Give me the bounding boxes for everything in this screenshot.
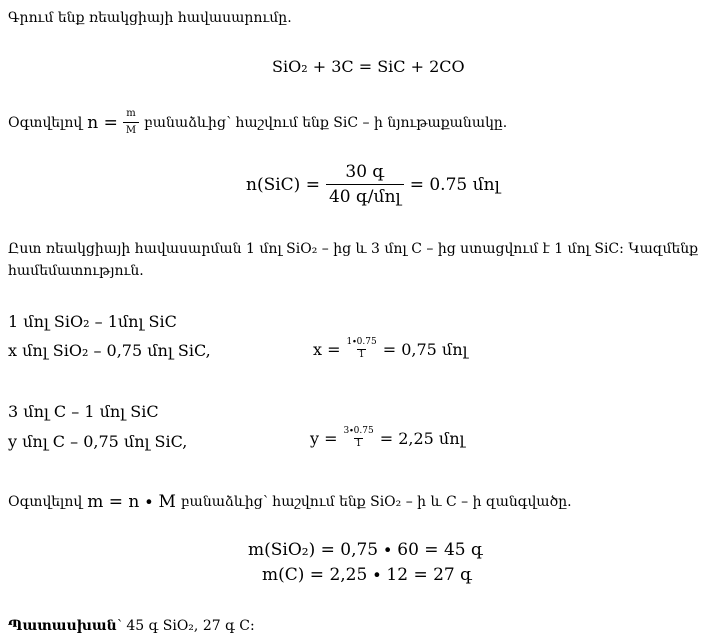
x-calc-fraction bbox=[345, 337, 379, 361]
n-formula-left: n = bbox=[87, 112, 118, 133]
x-calc-left: x = bbox=[313, 339, 341, 359]
proportion-2-line-1: 3 մոլ C – 1 մոլ SiC bbox=[8, 402, 159, 421]
using2-prefix: Օգտվելով bbox=[8, 494, 83, 510]
n-sic-denominator: 40 գ/մոլ bbox=[326, 184, 404, 207]
x-calc-denominator: 1 bbox=[358, 350, 365, 360]
x-calc-right: = 0,75 մոլ bbox=[382, 339, 468, 359]
using-suffix: բանաձևից՝ հաշվում ենք SiC – ի նյութաքանակը. bbox=[144, 114, 508, 131]
answer-text: ՝ 45 գ SiO₂, 27 գ C: bbox=[116, 618, 255, 634]
intro-text: Գրում ենք ռեակցիայի հավասարումը. bbox=[8, 10, 292, 26]
x-calc-numerator: 1∙0.75 bbox=[346, 337, 377, 347]
mass-c-equation: m(C) = 2,25 ∙ 12 = 27 գ bbox=[262, 565, 472, 585]
n-sic-equation bbox=[246, 162, 500, 207]
m-formula: m = n ∙ M bbox=[87, 492, 176, 512]
reaction-equation: SiO₂ + 3C = SiC + 2CO bbox=[272, 57, 465, 76]
x-calculation bbox=[313, 337, 467, 361]
y-calculation bbox=[310, 426, 464, 450]
fraction-numerator: m bbox=[126, 108, 136, 119]
fraction-denominator: M bbox=[123, 122, 139, 137]
using-formula-line-1 bbox=[8, 108, 507, 137]
y-calc-numerator: 3∙0.75 bbox=[343, 426, 374, 436]
n-sic-left: n(SiC) = bbox=[246, 174, 320, 195]
answer-line bbox=[8, 618, 255, 634]
n-sic-fraction bbox=[326, 162, 404, 207]
using2-suffix: բանաձևից՝ հաշվում ենք SiO₂ – ի և C – ի զանգվածը. bbox=[180, 494, 572, 510]
using-formula-line-2 bbox=[8, 492, 572, 512]
y-calc-left: y = bbox=[310, 428, 338, 448]
proportion-2-line-2: y մոլ C – 0,75 մոլ SiC, bbox=[8, 432, 188, 451]
y-calc-denominator: 1 bbox=[355, 439, 362, 449]
paragraph-line-2: համեմատություն. bbox=[8, 263, 144, 279]
answer-label: Պատասխան bbox=[8, 618, 117, 634]
proportion-1-line-1: 1 մոլ SiO₂ – 1մոլ SiC bbox=[8, 312, 177, 331]
mass-sio2-equation: m(SiO₂) = 0,75 ∙ 60 = 45 գ bbox=[248, 540, 483, 560]
n-sic-right: = 0.75 մոլ bbox=[409, 174, 500, 195]
y-calc-fraction bbox=[342, 426, 376, 450]
m-over-M-fraction bbox=[123, 108, 139, 137]
proportion-1-line-2: x մոլ SiO₂ – 0,75 մոլ SiC, bbox=[8, 341, 211, 360]
y-calc-right: = 2,25 մոլ bbox=[379, 428, 465, 448]
using-prefix: Օգտվելով bbox=[8, 114, 83, 131]
paragraph-line-1: Ըստ ռեակցիայի հավասարման 1 մոլ SiO₂ – ից և 3 մոլ C – ից ստացվում է 1 մոլ SiC: Կազմենք bbox=[8, 241, 699, 257]
n-sic-numerator: 30 գ bbox=[345, 162, 385, 182]
